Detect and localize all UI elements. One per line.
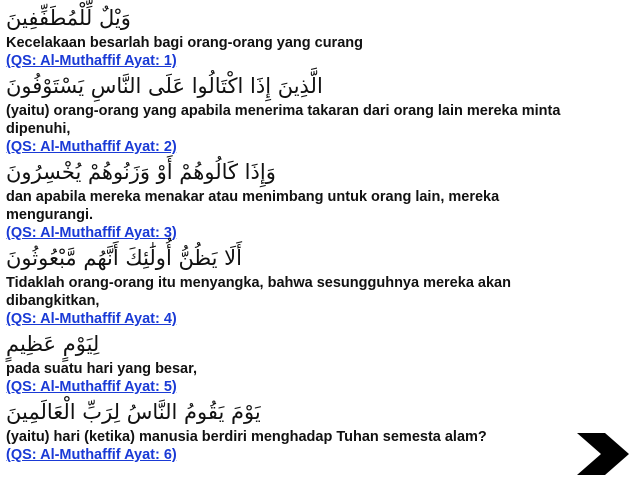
verse-reference-link[interactable]: (QS: Al-Muthaffif Ayat: 4)	[6, 311, 177, 327]
translation-text: dan apabila mereka menakar atau menimbang untuk orang lain, mereka mengurangi.	[6, 189, 500, 223]
translation-text: Kecelakaan besarlah bagi orang-orang yang curang	[6, 35, 363, 51]
verse-1	[6, 2, 630, 70]
verse-3	[6, 156, 630, 242]
verse-6	[6, 396, 630, 464]
verse-5	[6, 328, 630, 396]
verse-reference-link[interactable]: (QS: Al-Muthaffif Ayat: 2)	[6, 139, 177, 155]
verse-reference-link[interactable]: (QS: Al-Muthaffif Ayat: 3)	[6, 225, 177, 241]
arabic-text: أَلَا يَظُنُّ أُولَٰئِكَ أَنَّهُم مَّبْعُوثُونَ	[6, 246, 242, 270]
verse-reference-link[interactable]: (QS: Al-Muthaffif Ayat: 1)	[6, 53, 177, 69]
arabic-text: وَإِذَا كَالُوهُمْ أَوْ وَزَنُوهُمْ يُخْسِرُونَ	[6, 160, 276, 184]
translation-text: (yaitu) orang-orang yang apabila menerima takaran dari orang lain mereka minta dipenuhi,	[6, 103, 561, 137]
verse-reference-link[interactable]: (QS: Al-Muthaffif Ayat: 5)	[6, 379, 177, 395]
next-slide-button[interactable]	[575, 433, 631, 475]
chevron-right-icon	[575, 433, 631, 475]
arabic-text: وَيْلٌ لِّلْمُطَفِّفِينَ	[6, 6, 131, 30]
verse-reference-link[interactable]: (QS: Al-Muthaffif Ayat: 6)	[6, 447, 177, 463]
translation-text: Tidaklah orang-orang itu menyangka, bahwa sesungguhnya mereka akan dibangkitkan,	[6, 275, 511, 309]
arabic-text: الَّذِينَ إِذَا اكْتَالُوا عَلَى النَّاسِ يَسْتَوْفُونَ	[6, 74, 323, 98]
translation-text: pada suatu hari yang besar,	[6, 361, 197, 377]
verse-4	[6, 242, 630, 328]
arabic-text: لِيَوْمٍ عَظِيمٍ	[6, 332, 100, 356]
verse-2	[6, 70, 630, 156]
arabic-text: يَوْمَ يَقُومُ النَّاسُ لِرَبِّ الْعَالَمِينَ	[6, 400, 261, 424]
verse-list	[6, 2, 630, 464]
translation-text: (yaitu) hari (ketika) manusia berdiri menghadap Tuhan semesta alam?	[6, 429, 487, 445]
